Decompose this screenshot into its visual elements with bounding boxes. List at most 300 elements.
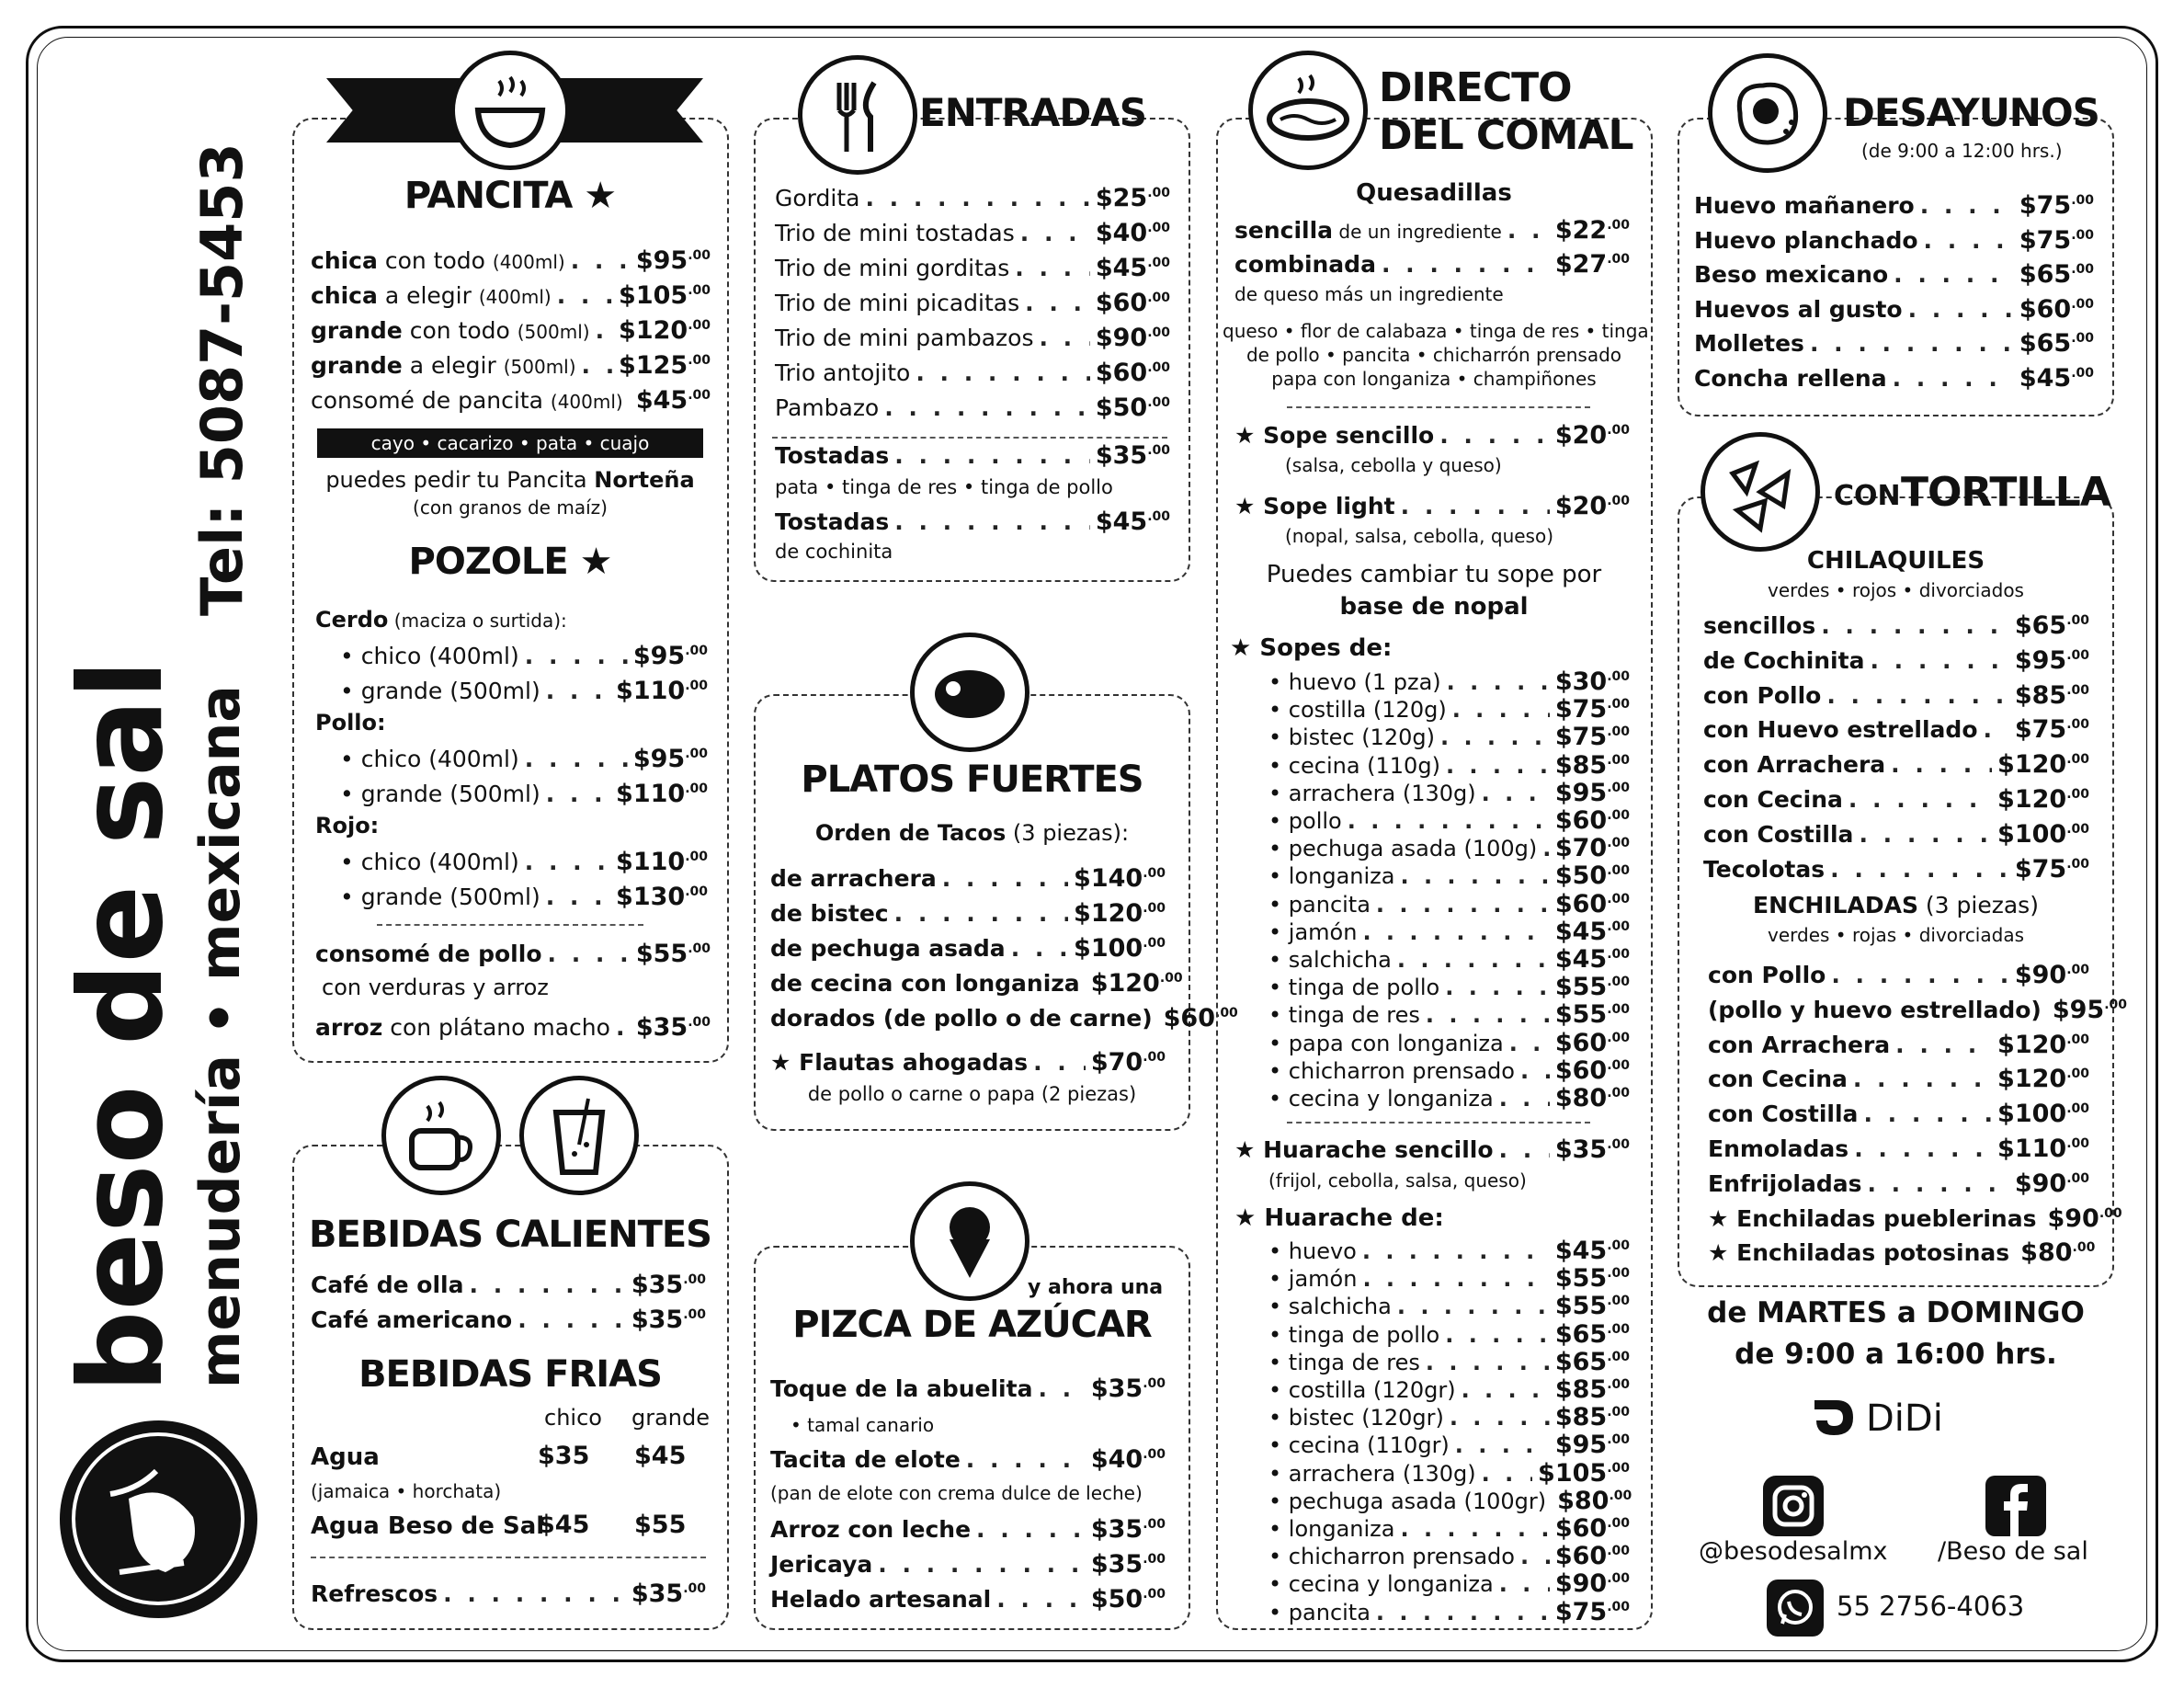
item-price: $\$100^{.00}$: [1074, 934, 1166, 963]
item-price: $\$60^{.00}$: [1554, 1055, 1630, 1085]
sope-15: [1268, 1056, 1630, 1085]
item-name: • chico (400ml): [340, 746, 519, 772]
postres-pre-title: y ahora una: [1028, 1276, 1164, 1299]
entrada-2: [775, 219, 1170, 247]
pozole-row-6: [340, 883, 708, 911]
huarache-4: [1268, 1320, 1630, 1349]
item-price: $\$120^{.00}$: [1074, 899, 1166, 928]
sope-sencillo-row: ★ Sope sencillo . . . $\$20^{.00}$: [1234, 421, 1630, 450]
item-name: sencillos: [1703, 612, 1816, 639]
item-price: $\$30^{.00}$: [1554, 667, 1630, 696]
item-name: con Arrachera: [1703, 751, 1886, 779]
brand-subtitle: menudería • mexicana: [188, 685, 253, 1388]
item-name: • tinga de res: [1268, 1349, 1420, 1375]
coffee-cup-icon: [381, 1076, 501, 1195]
nopal-note-2: base de nopal: [1339, 593, 1529, 621]
chilaquiles-3: [1703, 681, 2089, 710]
item-price: $\$75^{.00}$: [2014, 715, 2089, 745]
item-name: con Cecina: [1703, 786, 1843, 813]
pancita-row-2: chica a elegir (400ml) . . . $\$105^{.00}$: [311, 281, 711, 310]
item-name: • costilla (120g): [1268, 697, 1447, 724]
ingredientes-line-1: queso • flor de calabaza • tinga de res • tinga: [1223, 320, 1649, 342]
pancita-options-bar: cayo • cacarizo • pata • cuajo: [317, 428, 703, 458]
flautas-row: ★ Flautas ahogadas . . . $\$70^{.00}$: [770, 1048, 1166, 1077]
item-price: $\$70^{.00}$: [1554, 834, 1630, 863]
item-price: $\$90^{.00}$: [2014, 1169, 2089, 1198]
entradas-separator: [772, 437, 1167, 439]
pozole-rojo-label: Rojo:: [315, 813, 380, 838]
sopes-de-label: ★ Sopes de:: [1230, 634, 1393, 662]
huarache-10: [1268, 1487, 1630, 1515]
pancita-nortena-note: puedes pedir tu Pancita Norteña: [325, 467, 695, 493]
item-price: $\$95^{.00}$: [2014, 645, 2089, 675]
desayuno-2: [1694, 226, 2094, 255]
item-name: Tacita de elote: [770, 1446, 961, 1473]
item-name: • pechuga asada (100gr): [1268, 1488, 1547, 1514]
item-name: (pollo y huevo estrellado): [1708, 996, 2042, 1023]
item-price: $\$75^{.00}$: [1554, 1597, 1630, 1626]
item-name: • papa con longaniza: [1268, 1030, 1504, 1056]
plato-1: [770, 864, 1166, 893]
quesadillas-label: Quesadillas: [1356, 179, 1512, 207]
item-name: de pechuga asada: [770, 935, 1006, 962]
item-price: $\$75^{.00}$: [2014, 854, 2089, 884]
item-name: • bistec (120g): [1268, 724, 1435, 751]
ice-cream-icon: [910, 1181, 1029, 1301]
item-price: $\$95^{.00}$: [2052, 995, 2128, 1024]
item-name: • tinga de pollo: [1268, 975, 1440, 1001]
sope-12: [1268, 973, 1630, 1001]
item-price: $\$110^{.00}$: [616, 780, 708, 808]
item-price: $\$120^{.00}$: [1090, 969, 1183, 998]
item-name: dorados (de pollo o de carne): [770, 1005, 1153, 1032]
refrescos-row: Refrescos . . . $\$35^{.00}$: [311, 1580, 706, 1608]
item-price: $\$55^{.00}$: [1554, 1264, 1630, 1294]
enchilada-7: [1708, 1169, 2089, 1198]
sope-6: [1268, 806, 1630, 835]
item-price: $\$90^{.00}$: [1554, 1569, 1630, 1599]
chilaquiles-1: [1703, 611, 2089, 640]
item-name: • grande (500ml): [340, 678, 540, 704]
item-name: • salchicha: [1268, 1294, 1392, 1320]
item-name: • pancita: [1268, 1599, 1371, 1625]
item-price: $\$60^{.00}$: [1554, 806, 1630, 835]
entrada-6: [775, 359, 1170, 387]
item-price: $\$105^{.00}$: [1538, 1458, 1630, 1488]
item-price: $\$55^{.00}$: [1554, 1292, 1630, 1321]
item-price: $\$100^{.00}$: [1997, 1100, 2089, 1129]
item-price: $\$45^{.00}$: [1554, 1237, 1630, 1265]
item-price: $\$75^{.00}$: [2019, 225, 2094, 255]
sope-13: [1268, 1000, 1630, 1029]
enchilada-4: [1708, 1065, 2089, 1093]
sope-sencillo-note: (salsa, cebolla y queso): [1285, 454, 1502, 476]
bebida-caliente-2: [311, 1306, 706, 1334]
item-name: Molletes: [1694, 330, 1804, 357]
logo-emblem: [60, 1420, 257, 1618]
bebidas-separator: [311, 1557, 706, 1558]
item-name: • bistec (120gr): [1268, 1405, 1444, 1431]
huarache-6: [1268, 1375, 1630, 1404]
days-open: de MARTES a DOMINGO: [1707, 1296, 2085, 1329]
huarache-2: [1268, 1264, 1630, 1293]
item-name: Huevo mañanero: [1694, 192, 1915, 219]
item-price: $\$90^{.00}$: [2014, 961, 2089, 989]
pozole-row-1: [340, 642, 708, 670]
item-price: $\$40^{.00}$: [1090, 1445, 1166, 1474]
comal-separator-2: [1287, 1122, 1590, 1123]
chilaquiles-label: CHILAQUILES: [1806, 547, 1985, 575]
desayuno-1: [1694, 191, 2094, 220]
pancita-title: PANCITA ★: [404, 175, 617, 217]
item-price: $\$120^{.00}$: [1997, 750, 2089, 780]
item-name: ★ Enchiladas potosinas: [1708, 1239, 2010, 1267]
enchilada-5: [1708, 1100, 2089, 1128]
item-name: de Cochinita: [1703, 646, 1865, 674]
entrada-3: [775, 254, 1170, 282]
item-price: $\$120^{.00}$: [1997, 1030, 2089, 1059]
ingredientes-line-3: papa con longaniza • champiñones: [1271, 368, 1597, 390]
item-price: $\$100^{.00}$: [1997, 819, 2089, 849]
item-name: • huevo: [1268, 1238, 1357, 1264]
item-price: $\$110^{.00}$: [616, 848, 708, 876]
item-name: • tinga de res: [1268, 1002, 1420, 1029]
tortilla-title-pre: CON: [1834, 480, 1901, 512]
huarache-8: [1268, 1431, 1630, 1459]
huarache-1: [1268, 1237, 1630, 1265]
item-name: • pechuga asada (100g): [1268, 836, 1538, 862]
platos-subtitle: Orden de Tacos (3 piezas):: [814, 820, 1130, 846]
item-price: $\$45^{.00}$: [1095, 254, 1170, 282]
combinada-note: de queso más un ingrediente: [1234, 283, 1504, 305]
sope-4: [1268, 751, 1630, 780]
item-price: $\$60^{.00}$: [1554, 1514, 1630, 1543]
item-price: $\$60^{.00}$: [1095, 289, 1170, 317]
pozole-separator: [377, 924, 643, 926]
fork-knife-icon: [798, 55, 917, 175]
item-name: Tecolotas: [1703, 855, 1826, 883]
desayunos-hours: (de 9:00 a 12:00 hrs.): [1861, 140, 2063, 162]
item-price: $\$140^{.00}$: [1074, 864, 1166, 893]
whatsapp-number[interactable]: 55 2756-4063: [1837, 1591, 2025, 1622]
pancita-row-3: grande con todo (500ml) . . . $\$120^{.00}$: [311, 316, 711, 345]
pozole-row-4: [340, 780, 708, 808]
item-price: $\$50^{.00}$: [1090, 1585, 1166, 1614]
sope-1: [1268, 667, 1630, 696]
item-name: con Costilla: [1703, 820, 1854, 848]
item-price: $\$90^{.00}$: [2047, 1203, 2122, 1233]
chilaquiles-8: [1703, 855, 2089, 884]
tortilla-title: TORTILLA: [1901, 469, 2110, 516]
item-name: • costilla (120gr): [1268, 1377, 1456, 1403]
huarache-7: [1268, 1403, 1630, 1431]
pancita-row-1: chica con todo (400ml) . . . $\$95^{.00}$: [311, 246, 711, 275]
fried-egg-icon: [1708, 53, 1827, 173]
item-price: $\$55^{.00}$: [1554, 1000, 1630, 1030]
item-price: $\$65^{.00}$: [2019, 260, 2094, 289]
item-price: $\$55^{.00}$: [1554, 973, 1630, 1002]
sope-14: [1268, 1029, 1630, 1057]
enchiladas-note: verdes • rojas • divorciadas: [1768, 924, 2024, 946]
item-price: $\$45^{.00}$: [2019, 363, 2094, 393]
pancita-nortena-detail: (con granos de maíz): [413, 496, 608, 519]
item-price: $\$45^{.00}$: [1554, 917, 1630, 946]
flautas-note: de pollo o carne o papa (2 piezas): [807, 1083, 1137, 1105]
sope-5: [1268, 779, 1630, 807]
item-price: $\$25^{.00}$: [1095, 184, 1170, 212]
item-name: • grande (500ml): [340, 884, 540, 910]
entrada-7: [775, 393, 1170, 422]
item-price: $\$95^{.00}$: [1554, 778, 1630, 807]
item-name: Huevo planchado: [1694, 226, 1918, 254]
postre-2: [770, 1445, 1166, 1474]
instagram-icon[interactable]: [1763, 1476, 1824, 1536]
whatsapp-icon[interactable]: [1767, 1580, 1824, 1637]
pozole-title: POZOLE ★: [408, 541, 612, 583]
instagram-handle[interactable]: @besodesalmx: [1699, 1537, 1888, 1566]
item-name: Enfrijoladas: [1708, 1169, 1862, 1197]
item-name: • pollo: [1268, 808, 1342, 834]
bebidas-frias-title: BEBIDAS FRIAS: [358, 1353, 662, 1396]
facebook-icon[interactable]: [1985, 1476, 2046, 1536]
enchilada-1: [1708, 961, 2089, 989]
item-price: $\$95^{.00}$: [1554, 1431, 1630, 1460]
consome-pollo-row: consomé de pollo . . . $\$55^{.00}$: [315, 940, 711, 968]
item-price: $\$75^{.00}$: [2019, 191, 2094, 220]
agua-price-chico: $35: [538, 1442, 590, 1470]
size-grande-label: grande: [631, 1405, 711, 1431]
plato-5: [770, 1004, 1238, 1032]
entrada-4: [775, 289, 1170, 317]
item-name: Toque de la abuelita: [770, 1375, 1033, 1402]
item-name: • huevo (1 pza): [1268, 669, 1441, 695]
item-name: Gordita: [775, 185, 860, 211]
platos-title: PLATOS FUERTES: [801, 758, 1143, 801]
pozole-cerdo-label: Cerdo (maciza o surtida):: [315, 607, 567, 633]
arroz-row: arroz con plátano macho . . . $\$35^{.00}$: [315, 1013, 711, 1042]
entrada-1: [775, 184, 1170, 212]
huarache-de-label: ★ Huarache de:: [1234, 1204, 1444, 1232]
pozole-pollo-label: Pollo:: [315, 710, 386, 736]
plato-2: [770, 899, 1166, 928]
item-price: $\$65^{.00}$: [1554, 1319, 1630, 1349]
enchilada-6: [1708, 1135, 2089, 1163]
item-name: Trio antojito: [775, 359, 911, 386]
item-name: • chicharron prensado: [1268, 1544, 1515, 1570]
entrada-5: [775, 324, 1170, 352]
enchilada-3: [1708, 1031, 2089, 1059]
pancita-row-5: consomé de pancita (400ml) . . . $\$45^{.00}$: [311, 386, 711, 415]
item-name: Trio de mini pambazos: [775, 325, 1034, 351]
item-price: $\$75^{.00}$: [1554, 695, 1630, 724]
enchilada-2: [1708, 995, 2128, 1024]
item-price: $\$65^{.00}$: [1554, 1347, 1630, 1376]
quesadilla-combinada-row: combinada . . . $\$27^{.00}$: [1234, 250, 1630, 279]
postre-3: [770, 1515, 1166, 1544]
huarache-12: [1268, 1542, 1630, 1570]
huarache-sencillo-row: ★ Huarache sencillo . . . $\$35^{.00}$: [1234, 1135, 1630, 1164]
item-price: $\$35^{.00}$: [1090, 1550, 1166, 1579]
item-name: • pancita: [1268, 891, 1371, 918]
item-price: $\$65^{.00}$: [2014, 611, 2089, 640]
item-name: • chico (400ml): [340, 849, 519, 875]
enchiladas-label: ENCHILADAS (3 piezas): [1753, 892, 2039, 918]
cold-drink-icon: [519, 1076, 639, 1195]
postres-title: PIZCA DE AZÚCAR: [792, 1304, 1152, 1346]
item-name: Arroz con leche: [770, 1516, 972, 1543]
plato-3: [770, 934, 1166, 963]
sope-light-row: ★ Sope light . . . $\$20^{.00}$: [1234, 492, 1630, 520]
item-price: $\$95^{.00}$: [632, 642, 708, 670]
plato-4: [770, 969, 1183, 998]
tostadas-note-2: de cochinita: [775, 541, 893, 563]
chilaquiles-6: [1703, 785, 2089, 814]
pancita-row-4: grande a elegir (500ml) . . . $\$125^{.00}$: [311, 351, 711, 380]
didi-icon[interactable]: [1809, 1393, 1859, 1443]
item-name: Huevos al gusto: [1694, 295, 1903, 323]
item-name: • cecina (110g): [1268, 752, 1440, 779]
item-price: $\$35^{.00}$: [631, 1306, 706, 1334]
huarache-11: [1268, 1514, 1630, 1543]
item-name: Enmoladas: [1708, 1135, 1849, 1162]
chilaquiles-7: [1703, 820, 2089, 849]
item-name: Pambazo: [775, 394, 880, 421]
chilaquiles-note: verdes • rojos • divorciados: [1768, 579, 2024, 601]
facebook-handle[interactable]: /Beso de sal: [1938, 1537, 2088, 1566]
sope-light-note: (nopal, salsa, cebolla, queso): [1285, 525, 1554, 547]
bebidas-calientes-title: BEBIDAS CALIENTES: [309, 1214, 711, 1256]
sope-9: [1268, 890, 1630, 918]
pozole-row-2: [340, 677, 708, 705]
item-name: • cecina (110gr): [1268, 1432, 1450, 1459]
brand-name: beso de sal: [55, 659, 188, 1393]
item-price: $\$85^{.00}$: [1554, 750, 1630, 780]
ingredientes-line-2: de pollo • pancita • chicharrón prensado: [1246, 344, 1622, 366]
item-name: Beso mexicano: [1694, 261, 1889, 288]
item-name: con Huevo estrellado: [1703, 716, 1978, 744]
bebida-caliente-1: [311, 1271, 706, 1299]
consome-pollo-note: con verduras y arroz: [322, 975, 549, 1000]
item-name: • cecina y longaniza: [1268, 1086, 1494, 1112]
pozole-row-5: [340, 848, 708, 876]
item-price: $\$65^{.00}$: [2019, 329, 2094, 358]
item-price: $\$120^{.00}$: [1997, 785, 2089, 814]
huarache-5: [1268, 1348, 1630, 1376]
item-name: con Cecina: [1708, 1066, 1848, 1093]
sope-8: [1268, 861, 1630, 890]
item-name: • arrachera (130g): [1268, 1460, 1476, 1487]
item-name: Jericaya: [770, 1551, 873, 1578]
chilaquiles-2: [1703, 646, 2089, 675]
item-price: $\$50^{.00}$: [1554, 861, 1630, 891]
chilaquiles-5: [1703, 750, 2089, 779]
item-name: de cecina con longaniza: [770, 970, 1080, 997]
agua-price-grande: $45: [634, 1442, 687, 1470]
nopal-note-1: Puedes cambiar tu sope por: [1266, 561, 1602, 588]
desayuno-5: [1694, 329, 2094, 358]
item-name: de arrachera: [770, 865, 937, 892]
sope-2: [1268, 695, 1630, 724]
item-price: $\$35^{.00}$: [631, 1271, 706, 1299]
comal-title-line1: DIRECTO: [1379, 64, 1572, 111]
item-price: $\$60^{.00}$: [1554, 1028, 1630, 1057]
item-price: $\$60^{.00}$: [1163, 1004, 1238, 1032]
item-name: • tinga de pollo: [1268, 1321, 1440, 1348]
item-price: $\$130^{.00}$: [616, 883, 708, 911]
agua-beso-price-chico: $45: [538, 1511, 590, 1539]
item-price: $\$90^{.00}$: [1095, 324, 1170, 352]
sope-10: [1268, 918, 1630, 946]
item-name: • salchicha: [1268, 947, 1392, 973]
tostadas-row-1: Tostadas . . . $\$35^{.00}$: [775, 441, 1170, 470]
chilaquiles-4: [1703, 715, 2089, 744]
item-name: Trio de mini tostadas: [775, 220, 1015, 246]
item-price: $\$85^{.00}$: [1554, 1403, 1630, 1432]
item-name: • jamón: [1268, 918, 1358, 945]
item-price: $\$75^{.00}$: [1554, 723, 1630, 752]
item-price: $\$50^{.00}$: [1095, 393, 1170, 422]
item-price: $\$60^{.00}$: [1554, 1542, 1630, 1571]
item-price: $\$45^{.00}$: [1554, 945, 1630, 974]
size-chico-label: chico: [544, 1405, 602, 1431]
item-name: con Pollo: [1703, 681, 1822, 709]
item-name: Café de olla: [311, 1272, 464, 1298]
agua-note: (jamaica • horchata): [311, 1480, 502, 1502]
postres-note-1: • tamal canario: [791, 1414, 935, 1436]
desayunos-title: DESAYUNOS: [1843, 90, 2099, 135]
didi-label[interactable]: DiDi: [1866, 1397, 1943, 1440]
desayuno-6: [1694, 364, 2094, 393]
item-name: Café americano: [311, 1306, 513, 1333]
item-price: $\$80^{.00}$: [1554, 1084, 1630, 1112]
item-price: $\$60^{.00}$: [2019, 294, 2094, 324]
postres-note-2: (pan de elote con crema dulce de leche): [770, 1482, 1143, 1504]
agua-beso-label: Agua Beso de Sal: [311, 1512, 545, 1540]
steak-icon: [910, 633, 1029, 752]
tostadas-note-1: pata • tinga de res • tinga de pollo: [775, 476, 1113, 498]
quesadilla-sencilla-row: sencilla de un ingrediente . . . $\$22^{.00}$: [1234, 216, 1630, 245]
item-name: • chico (400ml): [340, 643, 519, 669]
item-price: $\$35^{.00}$: [1090, 1515, 1166, 1544]
sope-3: [1268, 723, 1630, 751]
huarache-9: [1268, 1459, 1630, 1488]
hours-open: de 9:00 a 16:00 hrs.: [1735, 1338, 2057, 1371]
item-name: • jamón: [1268, 1266, 1358, 1293]
item-name: Trio de mini gorditas: [775, 255, 1010, 281]
huarache-sencillo-note: (frijol, cebolla, salsa, queso): [1268, 1169, 1527, 1192]
sope-16: [1268, 1084, 1630, 1112]
soup-bowl-icon: [450, 51, 570, 170]
tortilla-chips-icon: [1701, 432, 1820, 552]
item-price: $\$80^{.00}$: [1557, 1486, 1632, 1515]
item-price: $\$60^{.00}$: [1095, 359, 1170, 387]
postre-4: [770, 1550, 1166, 1579]
item-name: • cecina y longaniza: [1268, 1571, 1494, 1598]
item-name: • chicharron prensado: [1268, 1057, 1515, 1084]
item-price: $\$110^{.00}$: [1997, 1135, 2089, 1163]
huarache-3: [1268, 1292, 1630, 1320]
entradas-title: ENTRADAS: [919, 90, 1146, 135]
item-name: de bistec: [770, 900, 889, 927]
postre-1: [770, 1374, 1166, 1403]
phone-number: Tel: 5087-5453: [188, 143, 256, 616]
postre-5: [770, 1585, 1166, 1614]
item-price: $\$85^{.00}$: [2014, 680, 2089, 710]
pozole-row-3: [340, 745, 708, 773]
item-name: con Arrachera: [1708, 1031, 1891, 1058]
item-price: $\$95^{.00}$: [632, 745, 708, 773]
item-price: $\$60^{.00}$: [1554, 889, 1630, 918]
